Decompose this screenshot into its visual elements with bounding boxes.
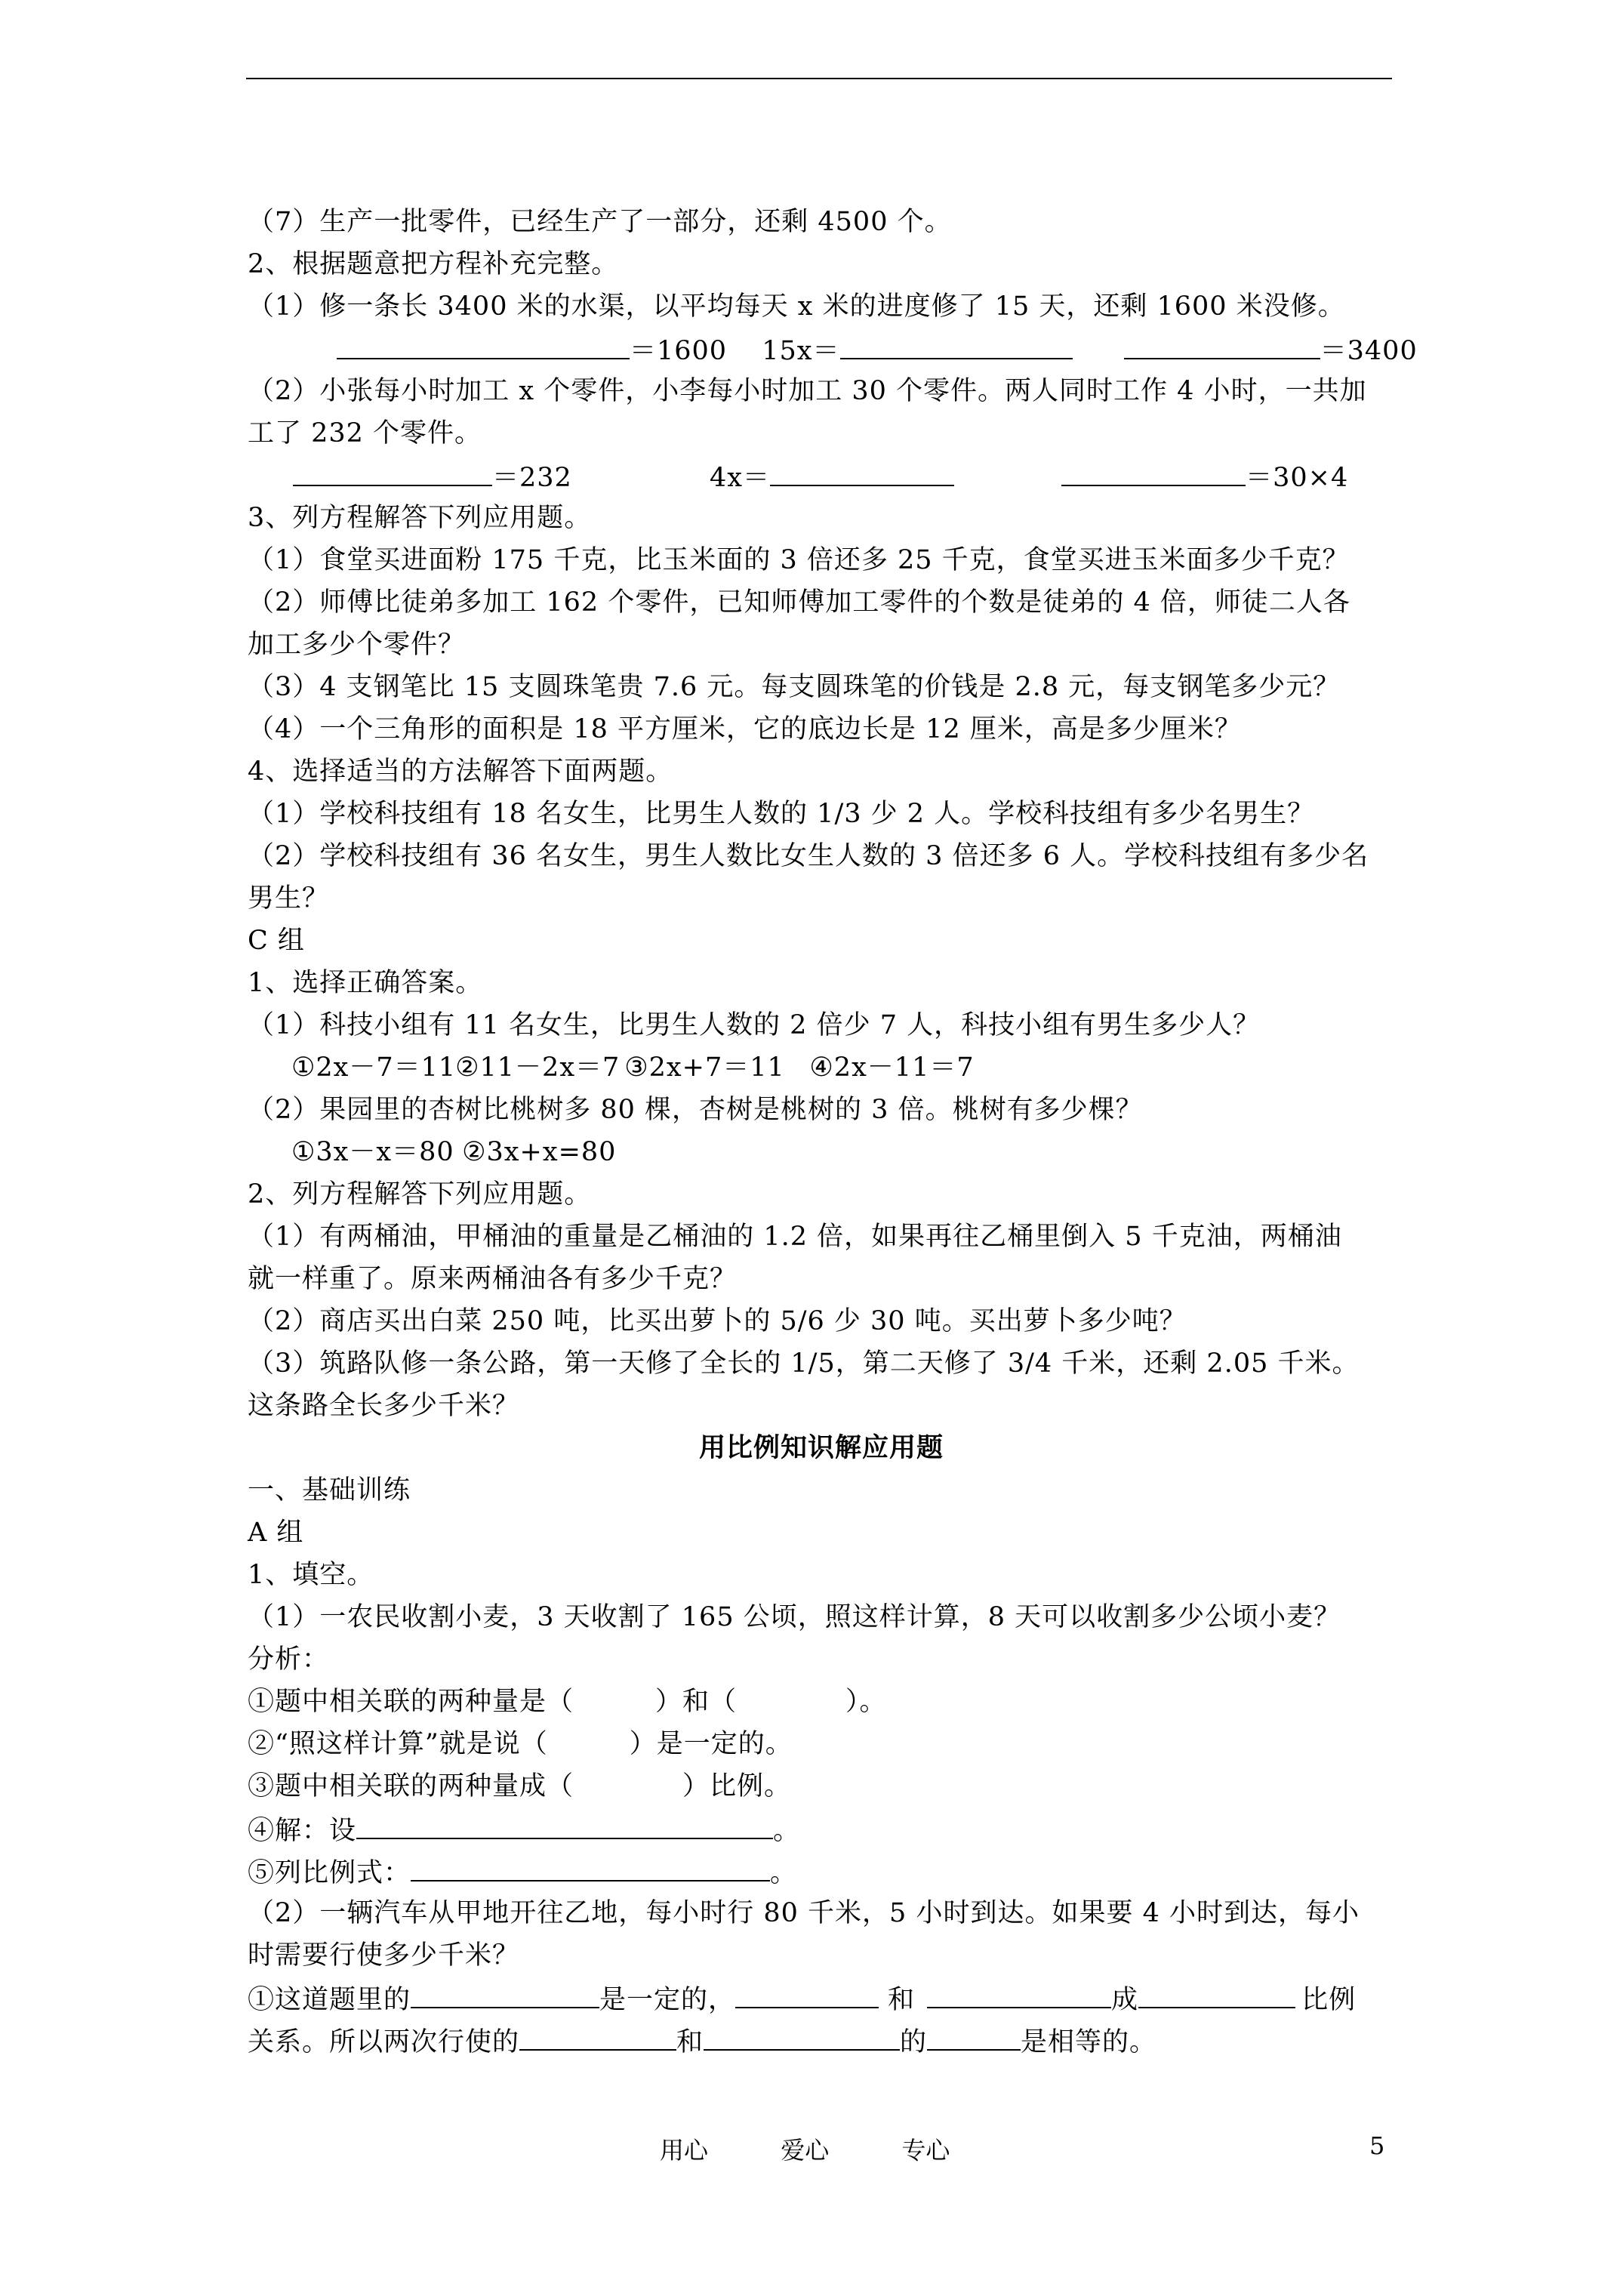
- fill-text: 和: [888, 1985, 916, 2015]
- section-heading: 3、列方程解答下列应用题。: [248, 503, 592, 533]
- answer-blank[interactable]: [735, 1977, 879, 2008]
- question-text: 男生？: [248, 883, 330, 914]
- question-text: 就一样重了。原来两桶油各有多少千克？: [248, 1264, 738, 1294]
- fill-text: 关系。所以两次行使的: [248, 2027, 520, 2057]
- step-end: 。: [770, 1858, 798, 1888]
- answer-blank[interactable]: [1124, 328, 1320, 359]
- footer-motto: [660, 2131, 1015, 2166]
- footer-word: 专心: [901, 2136, 950, 2165]
- choice-options-row: [248, 1131, 1395, 1173]
- question-text: （1）食堂买进面粉 175 千克，比玉米面的 3 倍还多 25 千克，食堂买进玉米面多少千克？: [248, 545, 1350, 575]
- question-text: 加工多少个零件？: [248, 630, 466, 660]
- question-text: （1）科技小组有 11 名女生，比男生人数的 2 倍少 7 人，科技小组有男生多少人？: [248, 1010, 1261, 1040]
- question-text: 这条路全长多少千米？: [248, 1391, 520, 1421]
- equation-part: ＝30×4: [1246, 463, 1349, 493]
- question-text: （1）有两桶油，甲桶油的重量是乙桶油的 1.2 倍，如果再往乙桶里倒入 5 千克油，两桶油: [248, 1222, 1342, 1252]
- page-body: [248, 201, 1418, 2061]
- answer-blank[interactable]: [1138, 1977, 1295, 2008]
- section-heading: 1、选择正确答案。: [248, 968, 483, 998]
- question-text: （2）师傅比徒弟多加工 162 个零件，已知师傅加工零件的个数是徒弟的 4 倍，师徒二人各: [248, 587, 1350, 618]
- analysis-step: ②“照这样计算”就是说（ ）是一定的。: [248, 1729, 793, 1759]
- equation-blanks-row: [248, 328, 1418, 370]
- question-text: （1）一农民收割小麦，3 天收割了 165 公顷，照这样计算，8 天可以收割多少公顷小麦？: [248, 1602, 1341, 1632]
- analysis-step: ③题中相关联的两种量成（ ）比例。: [248, 1771, 792, 1801]
- question-text: （2）商店买出白菜 250 吨，比买出萝卜的 5/6 少 30 吨。买出萝卜多少吨？: [248, 1306, 1187, 1336]
- fill-text: 和: [676, 2027, 704, 2057]
- equation-part: ＝1600: [630, 336, 728, 366]
- question-text: （2）小张每小时加工 x 个零件，小李每小时加工 30 个零件。两人同时工作 4 小时，一共加: [248, 376, 1367, 406]
- choice-options-row: [248, 1046, 1395, 1089]
- fill-text: 是一定的，: [599, 1985, 736, 2015]
- footer-word: 用心: [660, 2136, 709, 2165]
- step-label: ⑤列比例式：: [248, 1858, 411, 1888]
- answer-blank[interactable]: [927, 2019, 1021, 2051]
- choice-option[interactable]: ④2x－11＝7: [809, 1052, 975, 1083]
- answer-blank[interactable]: [293, 455, 492, 486]
- group-heading: A 组: [248, 1518, 304, 1548]
- equation-part: ＝3400: [1320, 336, 1418, 366]
- equation-part: 4x＝: [709, 463, 770, 493]
- fill-text: ①这道题里的: [248, 1985, 411, 2015]
- answer-blank[interactable]: [337, 328, 630, 359]
- analysis-step: [248, 1850, 1395, 1892]
- answer-blank[interactable]: [770, 455, 954, 486]
- question-text: （2）学校科技组有 36 名女生，男生人数比女生人数的 3 倍还多 6 人。学校科技组有多少名: [248, 841, 1369, 871]
- answer-blank[interactable]: [411, 1977, 599, 2008]
- fill-text: 的: [900, 2027, 928, 2057]
- answer-blank[interactable]: [840, 328, 1073, 359]
- answer-blank[interactable]: [411, 1850, 770, 1881]
- section-heading: 4、选择适当的方法解答下面两题。: [248, 757, 673, 787]
- question-text: （3）筑路队修一条公路，第一天修了全长的 1/5，第二天修了 3/4 千米，还剩 2.05 千米。: [248, 1348, 1360, 1379]
- step-end: 。: [773, 1816, 801, 1846]
- equation-blanks-row: [248, 455, 1395, 497]
- answer-blank[interactable]: [1061, 455, 1246, 486]
- question-text: （2）果园里的杏树比桃树多 80 棵，杏树是桃树的 3 倍。桃树有多少棵？: [248, 1095, 1143, 1125]
- analysis-step: [248, 1808, 1395, 1850]
- question-text: （3）4 支钢笔比 15 支圆珠笔贵 7.6 元。每支圆珠笔的价钱是 2.8 元，每支钢笔多少元？: [248, 672, 1341, 702]
- group-heading: C 组: [248, 926, 305, 956]
- text-line: （7）生产一批零件，已经生产了一部分，还剩 4500 个。: [248, 207, 952, 237]
- question-text: 时需要行使多少千米？: [248, 1940, 520, 1971]
- answer-blank[interactable]: [519, 2019, 676, 2051]
- section-heading: 2、根据题意把方程补充完整。: [248, 249, 619, 279]
- answer-blank[interactable]: [927, 1977, 1111, 2008]
- choice-option[interactable]: ①2x－7＝11: [291, 1052, 457, 1083]
- chapter-title: 用比例知识解应用题: [698, 1432, 944, 1463]
- fill-text: 是相等的。: [1021, 2027, 1157, 2057]
- analysis-step: ①题中相关联的两种量是（ ）和（ ）。: [248, 1687, 887, 1717]
- question-text: （1）学校科技组有 18 名女生，比男生人数的 1/3 少 2 人。学校科技组有多少名男生？: [248, 799, 1315, 829]
- choice-option[interactable]: ②11－2x＝7: [455, 1052, 621, 1083]
- answer-blank[interactable]: [356, 1808, 773, 1839]
- equation-part: 15x＝: [762, 336, 840, 366]
- section-heading: 2、列方程解答下列应用题。: [248, 1179, 592, 1210]
- choice-option[interactable]: ①3x－x＝80: [291, 1137, 454, 1167]
- page-number: 5: [1369, 2131, 1385, 2160]
- choice-option[interactable]: ②3x+x=80: [462, 1137, 617, 1167]
- answer-blank[interactable]: [704, 2019, 900, 2051]
- fill-in-row: [248, 1977, 1395, 2019]
- question-text: （2）一辆汽车从甲地开往乙地，每小时行 80 千米，5 小时到达。如果要 4 小时到达，每小: [248, 1898, 1360, 1928]
- question-text: （1）修一条长 3400 米的水渠，以平均每天 x 米的进度修了 15 天，还剩 1600 米没修。: [248, 291, 1345, 322]
- fill-in-row: [248, 2019, 1395, 2061]
- fill-text: 成: [1111, 1985, 1139, 2015]
- question-text: （4）一个三角形的面积是 18 平方厘米，它的底边长是 12 厘米，高是多少厘米？: [248, 714, 1242, 744]
- footer-word: 爱心: [781, 2136, 830, 2165]
- equation-part: ＝232: [492, 463, 572, 493]
- section-heading: 1、填空。: [248, 1560, 374, 1590]
- analysis-label: 分析：: [248, 1644, 330, 1675]
- fill-text: 比例: [1301, 1985, 1357, 2015]
- section-heading: 一、基础训练: [248, 1475, 411, 1505]
- choice-option[interactable]: ③2x+7＝11: [624, 1052, 785, 1083]
- question-text: 工了 232 个零件。: [248, 418, 482, 448]
- step-label: ④解：设: [248, 1816, 357, 1846]
- header-rule: [246, 78, 1392, 79]
